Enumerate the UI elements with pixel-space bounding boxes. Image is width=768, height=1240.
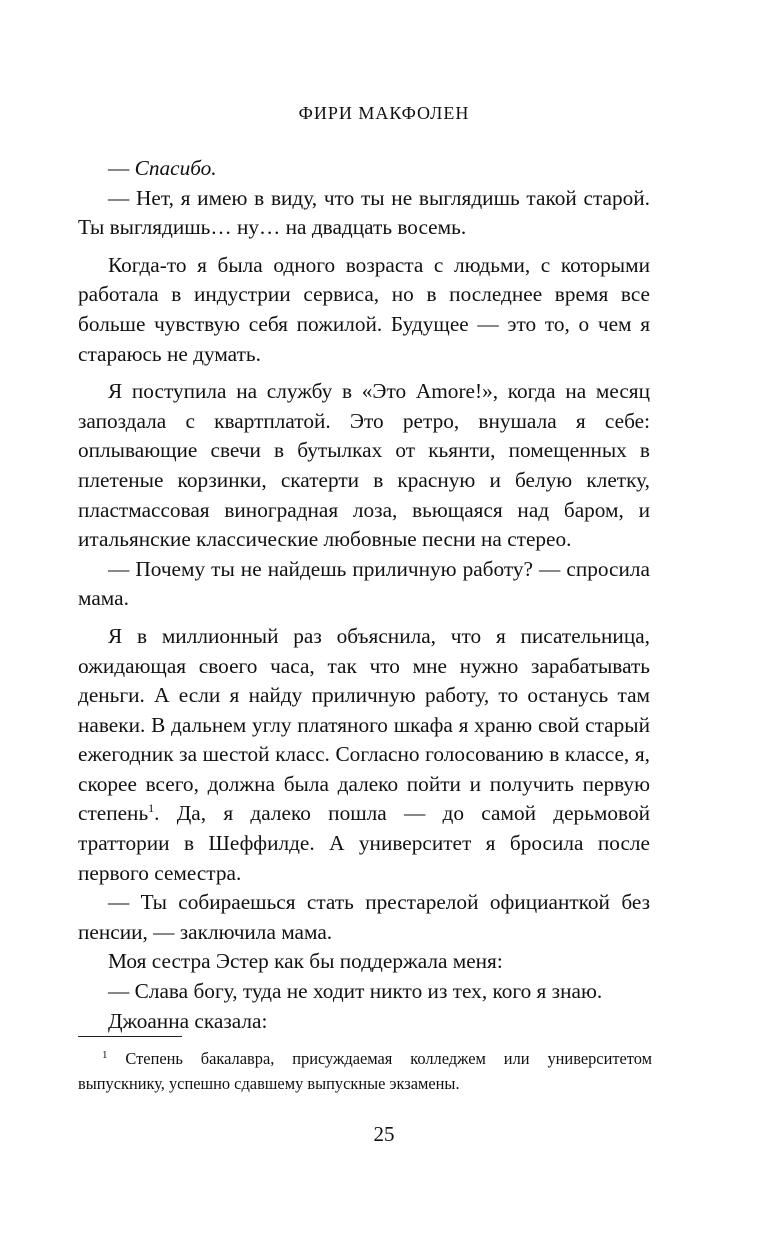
body-text bbox=[78, 154, 650, 1036]
page-number: 25 bbox=[373, 1122, 395, 1146]
paragraph-6-part-1: Я в миллионный раз объяснила, что я писательница, ожидающая своего часа, так что мне нужно зарабатывать деньги. А если я найду приличную работу, то останусь там навеки. В дальнем углу платяного шкафа я храню свой старый ежегодник за шестой класс. Согласно голосованию в классе, я, скорее всего, должна была далеко пойти и получить первую степень bbox=[78, 623, 650, 826]
footnote-reference[interactable]: 1 bbox=[148, 801, 155, 816]
footnote-divider bbox=[78, 1036, 182, 1037]
footnote-number: 1 bbox=[102, 1049, 108, 1061]
footnote bbox=[78, 1046, 652, 1096]
paragraph-3: Когда-то я была одного возраста с людьми, с которыми работала в индустрии сервиса, но в последнее время все больше чувствую себя пожилой. Будущее — это то, о чем я стараюсь не думать. bbox=[78, 252, 650, 366]
paragraph-10: Джоанна сказала: bbox=[108, 1008, 268, 1033]
paragraph-2: — Нет, я имею в виду, что ты не выглядишь такой старой. Ты выглядишь… ну… на двадцать восемь. bbox=[78, 185, 650, 240]
paragraph-5: — Почему ты не найдешь приличную работу? — спросила мама. bbox=[78, 556, 650, 611]
dialogue-dash: — bbox=[108, 156, 135, 180]
paragraph-7: — Ты собираешься стать престарелой официанткой без пенсии, — заключила мама. bbox=[78, 890, 650, 944]
dialogue-italic: Спасибо. bbox=[134, 156, 217, 180]
paragraph-8: Моя сестра Эстер как бы поддержала меня: bbox=[108, 949, 503, 974]
paragraph-6-part-2: . Да, я далеко пошла — до самой дерьмовой траттории в Шеффилде. А университет я бросила после первого семестра. bbox=[78, 801, 650, 885]
footnote-text: Степень бакалавра, присуждаемая колледжем или университетом выпускнику, успешно сдавшему выпускные экзамены. bbox=[78, 1049, 652, 1093]
paragraph-6 bbox=[78, 622, 650, 888]
paragraph-4: Я поступила на службу в «Это Amore!», когда на месяц запоздала с квартплатой. Это ретро, внушала я себе: оплывающие свечи в бутылках от кьянти, помещенных в плетеные корзинки, скатерти в красную и белую клетку, пластмассовая виноградная лоза, вьющаяся над баром, и итальянские классические любовные песни на стерео. bbox=[78, 379, 650, 552]
running-head: ФИРИ МАКФОЛЕН bbox=[298, 103, 470, 123]
paragraph-1 bbox=[78, 154, 650, 184]
paragraph-9: — Слава богу, туда не ходит никто из тех, кого я знаю. bbox=[108, 979, 603, 1004]
